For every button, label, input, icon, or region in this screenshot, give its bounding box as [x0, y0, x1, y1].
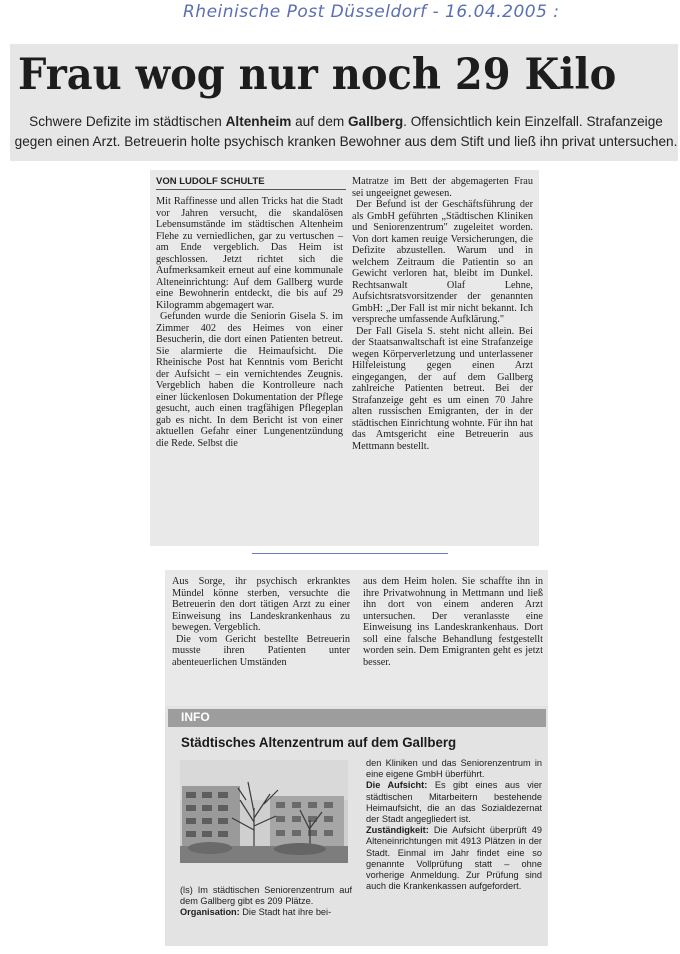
paragraph: Aus Sorge, ihr psychisch erkranktes Mündel könne sterben, versuchte die Betreuerin den dort tätigen Arzt zu einer Einweisung ins Landeskrankenhaus zu bewegen. Vergeblich.	[172, 576, 350, 633]
subheadline: Schwere Defizite im städtischen Altenheim auf dem Gallberg. Offensichtlich kein Einzelfall. Strafanzeige gegen einen Arzt. Betreuerin holte psychisch kranken Bewohner aus dem Stift und ließ ihn privat untersuchen.	[14, 114, 678, 149]
info-zustaendigkeit: Zuständigkeit: Die Aufsicht überprüft 49 Alteneinrichtungen mit 4913 Plätzen in der Stadt. Einmal im Jahr findet eine so genannte Vollprüfung statt – ohne vorherige Anmeldung. Zur Prüfung sind auch die Krankenkassen aufgefordert.	[366, 825, 542, 892]
paragraph: Der Fall Gisela S. steht nicht allein. Bei der Staatsanwaltschaft ist eine Strafanzeige wegen Körperverletzung und unterlassener Hilfeleistung gegen einen Arzt eingegangen, der auf dem Gallberg zahlreiche Patienten betreut. Bei der Strafanzeige geht es um einen 70 Jahre alten russischen Emigranten, der in der städtischen Einrichtung wohnte. Für ihn hat das Amtsgericht eine Betreuerin aus Mettmann bestellt.	[352, 325, 533, 452]
handwritten-source-note: Rheinische Post Düsseldorf - 16.04.2005 :	[183, 2, 560, 22]
paragraph: aus dem Heim holen. Sie schaffte ihn in ihre Privatwohnung in Mettmann und ließ ihn dort von einem anderen Arzt untersuchen. Der veranlasste eine Einweisung ins Landeskrankenhaus. Dort soll eine falsche Behandlung festgestellt worden sein. Dem Emigranten geht es jetzt besser.	[363, 576, 543, 668]
info-column-right	[366, 758, 542, 892]
byline: VON LUDOLF SCHULTE	[156, 176, 346, 190]
building-photo-image	[180, 760, 348, 863]
article-column-4	[363, 576, 543, 668]
info-aufsicht: Die Aufsicht: Es gibt eines aus vier städtischen Mitarbeitern bestehende Heimaufsicht, die an das Sozialdezernat der Stadt angegliedert ist.	[366, 780, 542, 825]
paragraph: Mit Raffinesse und allen Tricks hat die Stadt vor Jahren versucht, die skandalösen Lebensumstände im städtischen Altenheim Flehe zu verniedlichen, gar zu vertuschen – am Ende vergeblich. Das Heim ist geschlossen. Jetzt richtet sich die Aufmerksamkeit erneut auf eine kommunale Alteneinrichtung: Auf dem Gallberg wurde eine Bewohnerin entdeckt, die bis auf 29 Kilogramm abgemagert war.	[156, 196, 343, 311]
info-column-left	[180, 885, 352, 919]
info-title: Städtisches Altenzentrum auf dem Gallberg	[181, 734, 457, 750]
info-label: INFO	[181, 710, 210, 724]
paragraph: Der Befund ist der Geschäftsführung der als GmbH geführten „Städtischen Kliniken und Seniorenzentrum" zugeleitet worden. Von dort kamen reuige Versicherungen, die Defizite abzustellen. Warum und in welchem Zeitraum die Patientin so an Gewicht verloren hat, bleibt im Dunkel. Rechtsanwalt Olaf Lehne, Aufsichtsratsvorsitzender der genannten GmbH: „Der Fall ist mir nicht bekannt. Ich verspreche umfassende Aufklärung."	[352, 199, 533, 325]
separator-line	[252, 553, 448, 554]
paragraph: Matratze im Bett der abgemagerten Frau sei ungeeignet gewesen.	[352, 176, 533, 199]
article-column-3	[172, 576, 350, 668]
headline: Frau wog nur noch 29 Kilo	[18, 50, 617, 100]
paragraph: Gefunden wurde die Seniorin Gisela S. im Zimmer 402 des Heimes von einer Besucherin, die dort einen Patienten betreut. Sie alarmierte die Heimaufsicht. Die Rheinische Post hat Kenntnis vom Bericht der Aufsicht – ein vernichtendes Zeugnis. Vergeblich haben die Kontrolleure nach einer lückenlosen Dokumentation der Pflege gesucht, auch einen tragfähigen Pflegeplan gab es nicht. In dem Bericht ist von einer aktuellen Gefahr einer Lungenentzündung die Rede. Selbst die	[156, 311, 343, 449]
info-organisation: Organisation: Die Stadt hat ihre bei-	[180, 907, 332, 918]
article-column-2	[352, 176, 533, 452]
photo-caption: (ls) Im städtischen Seniorenzentrum auf dem Gallberg gibt es 209 Plätze.	[180, 885, 352, 907]
info-intro: den Kliniken und das Seniorenzentrum in eine eigene GmbH überführt.	[366, 758, 542, 780]
paragraph: Die vom Gericht bestellte Betreuerin musste ihren Patienten unter abenteuerlichen Umständen	[172, 633, 350, 668]
info-header-bar	[168, 709, 546, 727]
building-photo	[180, 760, 348, 863]
article-column-1	[156, 196, 343, 449]
